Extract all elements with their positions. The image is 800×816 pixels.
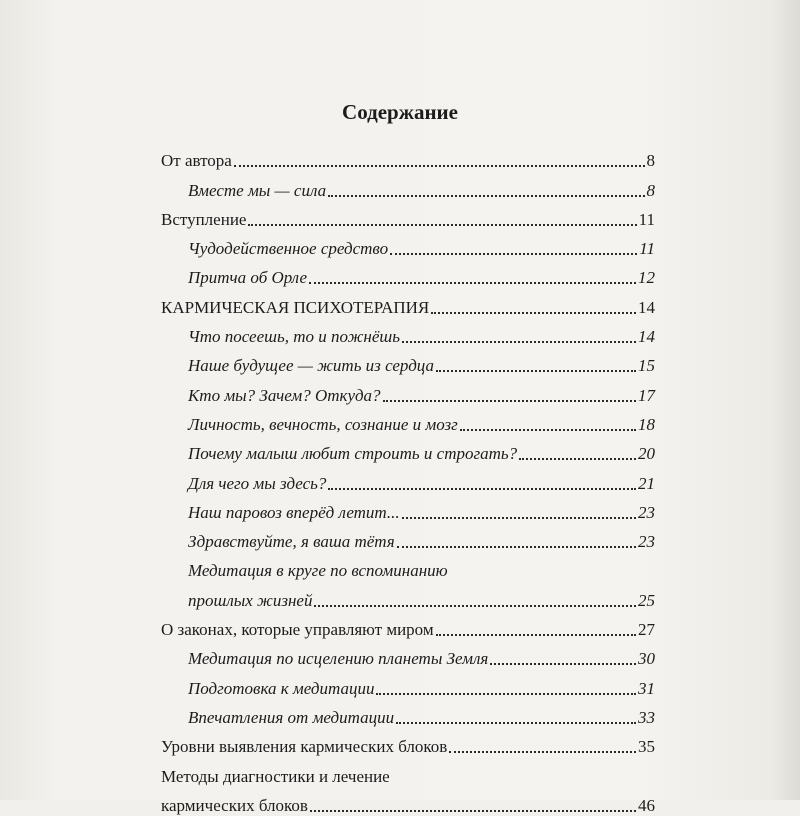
toc-entry-page: 33 [638, 707, 655, 727]
toc-entry-page: 14 [638, 327, 655, 347]
toc-entry[interactable] [161, 142, 655, 171]
toc-entry-text: Подготовка к медитации [188, 678, 375, 698]
toc-entry-page: 21 [638, 473, 655, 493]
toc-entry-text: О законах, которые управляют миром [161, 620, 434, 640]
toc-entry-text: КАРМИЧЕСКАЯ ПСИХОТЕРАПИЯ [161, 297, 430, 317]
toc-entry-text: Что посеешь, то и пожнёшь [188, 327, 400, 347]
toc-subentry[interactable] [161, 259, 655, 288]
toc-entry-text: Чудодейственное средство [188, 239, 389, 259]
toc-subentry-first-line[interactable] [161, 552, 655, 581]
dot-leader [234, 165, 645, 167]
toc-entry-page: 11 [638, 209, 655, 229]
toc-subentry[interactable] [161, 494, 655, 523]
dot-leader [460, 429, 636, 431]
dot-leader [436, 634, 636, 636]
toc-entry-text: Личность, вечность, сознание и мозг [188, 414, 458, 434]
toc-entry-page: 8 [646, 180, 655, 200]
toc-entry-page: 35 [638, 737, 655, 757]
dot-leader [396, 722, 636, 724]
toc-entry-text: кармических блоков [161, 795, 308, 815]
toc-entry[interactable] [161, 728, 655, 757]
toc-subentry[interactable] [161, 171, 655, 200]
toc-subentry[interactable] [161, 581, 655, 610]
table-of-contents [161, 142, 655, 816]
dot-leader [449, 751, 636, 753]
toc-entry-text: От автора [161, 151, 232, 171]
toc-entry-page: 8 [646, 151, 655, 171]
toc-entry[interactable] [161, 611, 655, 640]
toc-entry-text: Здравствуйте, я ваша тётя [188, 532, 395, 552]
toc-entry[interactable] [161, 288, 655, 317]
toc-subentry[interactable] [161, 464, 655, 493]
dot-leader [310, 810, 636, 812]
dot-leader [436, 370, 636, 372]
dot-leader [397, 546, 636, 548]
toc-entry-text: Уровни выявления кармических блоков [161, 737, 448, 757]
toc-subentry[interactable] [161, 699, 655, 728]
toc-entry-page: 14 [638, 297, 655, 317]
toc-subentry[interactable] [161, 406, 655, 435]
toc-entry-page: 46 [638, 795, 655, 815]
toc-entry-text: Методы диагностики и лечение [161, 766, 390, 786]
dot-leader [248, 224, 636, 226]
dot-leader [328, 488, 636, 490]
toc-subentry[interactable] [161, 523, 655, 552]
toc-entry-text: Почему малыш любит строить и строгать? [188, 444, 518, 464]
toc-subentry[interactable] [161, 640, 655, 669]
dot-leader [376, 693, 636, 695]
toc-entry-page: 27 [638, 620, 655, 640]
toc-entry-text: Наше будущее — жить из сердца [188, 356, 435, 376]
toc-entry-page: 12 [638, 268, 655, 288]
toc-entry-text: Наш паровоз вперёд летит... [188, 502, 400, 522]
toc-entry-first-line[interactable] [161, 757, 655, 786]
toc-subentry[interactable] [161, 669, 655, 698]
toc-entry-text: прошлых жизней [188, 590, 313, 610]
dot-leader [519, 458, 636, 460]
toc-entry-page: 23 [638, 502, 655, 522]
toc-entry-page: 23 [638, 532, 655, 552]
toc-subentry[interactable] [161, 347, 655, 376]
toc-entry-page: 25 [638, 590, 655, 610]
toc-entry[interactable] [161, 787, 655, 816]
toc-entry-page: 11 [639, 239, 655, 259]
toc-entry-text: Кто мы? Зачем? Откуда? [188, 385, 381, 405]
toc-entry[interactable] [161, 201, 655, 230]
dot-leader [402, 341, 636, 343]
toc-subentry[interactable] [161, 318, 655, 347]
toc-entry-text: Медитация по исцелению планеты Земля [188, 649, 489, 669]
dot-leader [402, 517, 636, 519]
toc-entry-page: 17 [638, 385, 655, 405]
dot-leader [390, 253, 637, 255]
toc-entry-page: 31 [638, 678, 655, 698]
toc-entry-text: Вместе мы — сила [188, 180, 327, 200]
toc-entry-text: Вступление [161, 209, 247, 229]
toc-subentry[interactable] [161, 230, 655, 259]
dot-leader [314, 605, 636, 607]
dot-leader [328, 195, 644, 197]
toc-entry-text: Медитация в круге по вспоминанию [188, 561, 448, 581]
toc-subentry[interactable] [161, 435, 655, 464]
toc-entry-text: Для чего мы здесь? [188, 473, 327, 493]
dot-leader [490, 663, 636, 665]
page-title: Содержание [342, 100, 458, 124]
toc-entry-page: 18 [638, 414, 655, 434]
toc-entry-page: 15 [638, 356, 655, 376]
toc-entry-text: Притча об Орле [188, 268, 307, 288]
dot-leader [431, 312, 636, 314]
toc-entry-page: 20 [638, 444, 655, 464]
dot-leader [309, 282, 636, 284]
dot-leader [383, 400, 636, 402]
toc-entry-text: Впечатления от медитации [188, 707, 395, 727]
toc-subentry[interactable] [161, 376, 655, 405]
toc-entry-page: 30 [638, 649, 655, 669]
